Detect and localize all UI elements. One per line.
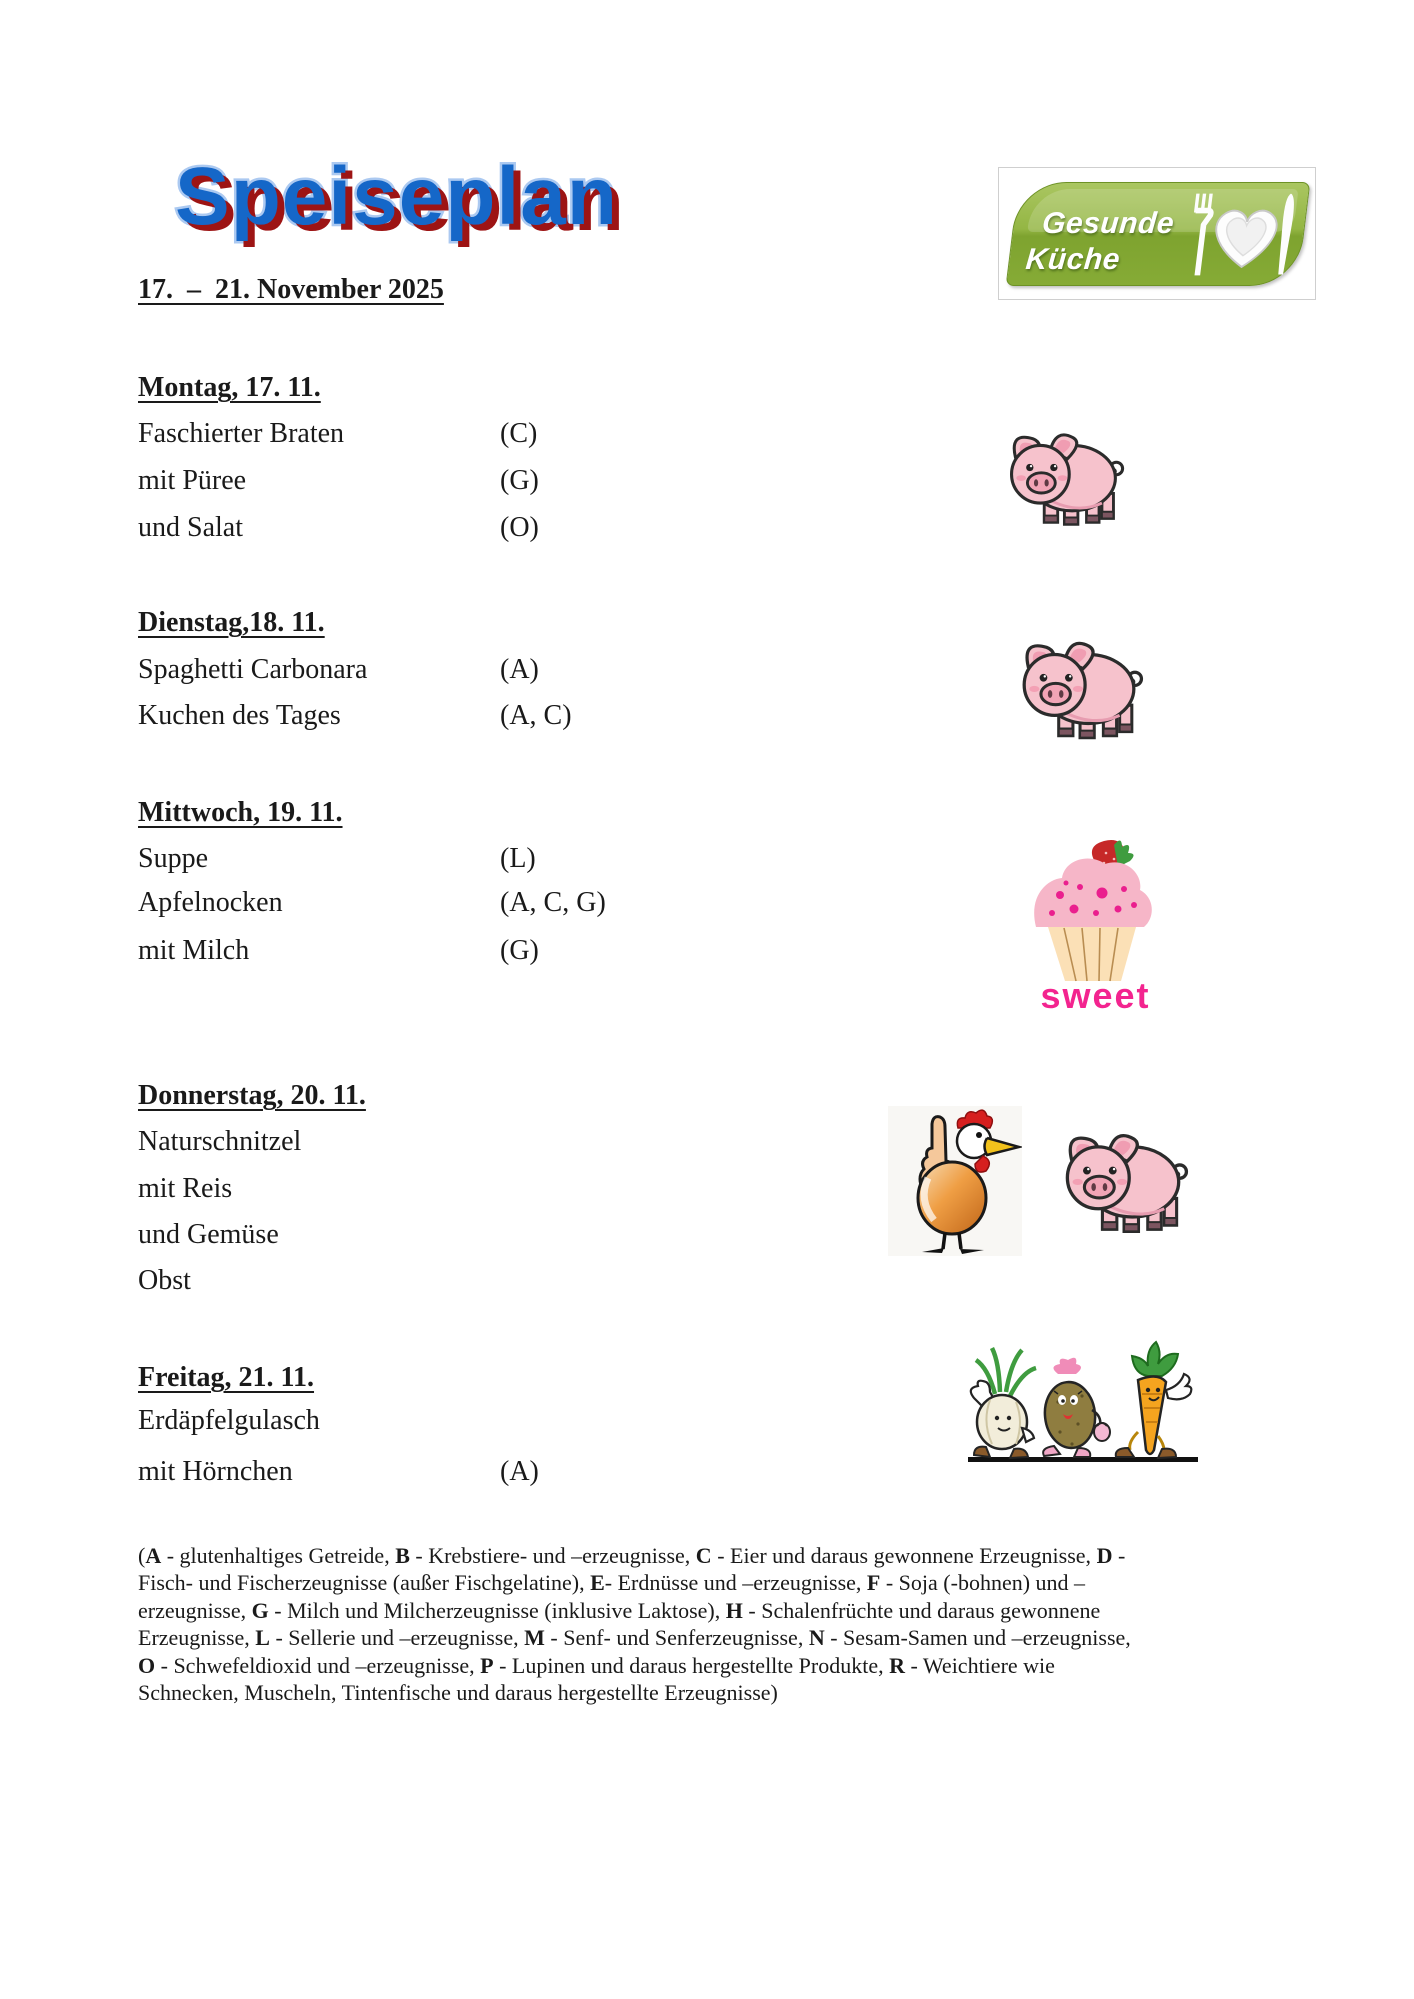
allergen-codes: (L) — [500, 843, 536, 874]
dish-name: Apfelnocken — [138, 887, 283, 918]
allergen-codes: (A, C, G) — [500, 887, 606, 918]
pig-clipart — [1000, 430, 1125, 531]
legend-line: Erzeugnisse, L - Sellerie und –erzeugnisse, M - Senf- und Senferzeugnisse, N - Sesam-Samen und –erzeugnisse, — [138, 1625, 1131, 1651]
pig-clipart — [1055, 1130, 1189, 1239]
dish-name: mit Püree — [138, 465, 247, 496]
dish-name: mit Hörnchen — [138, 1456, 293, 1487]
dish-name: mit Milch — [138, 935, 250, 966]
dish-name: Kuchen des Tages — [138, 700, 341, 731]
dish-name: Spaghetti Carbonara — [138, 654, 368, 685]
menu-row — [138, 1405, 698, 1439]
gesunde-kueche-logo — [998, 167, 1316, 300]
legend-line: Fisch- und Fischerzeugnisse (außer Fischgelatine), E- Erdnüsse und –erzeugnisse, F - Soja (-bohnen) und – — [138, 1570, 1086, 1596]
menu-row — [138, 654, 698, 688]
menu-row — [138, 843, 698, 877]
allergen-codes: (G) — [500, 935, 539, 966]
menu-row — [138, 1456, 698, 1490]
day-header-montag: Montag, 17. 11. — [138, 372, 321, 403]
legend-line: erzeugnisse, G - Milch und Milcherzeugnisse (inklusive Laktose), H - Schalenfrüchte und daraus gewonnene — [138, 1597, 1101, 1623]
menu-row — [138, 887, 698, 921]
menu-row — [138, 700, 698, 734]
legend-line: Schnecken, Muscheln, Tintenfische und daraus hergestellte Erzeugnisse) — [138, 1680, 778, 1706]
dish-name: Faschierter Braten — [138, 418, 345, 449]
sweet-caption: sweet — [1040, 975, 1151, 1016]
logo-word-kueche: Küche — [1024, 243, 1122, 276]
dish-name: und Gemüse — [138, 1219, 279, 1250]
menu-row — [138, 1173, 698, 1207]
allergen-codes: (O) — [500, 512, 539, 543]
legend-line: (A - glutenhaltiges Getreide, B - Krebstiere- und –erzeugnisse, C - Eier und daraus gewonnene Erzeugnisse, D - — [138, 1543, 1126, 1568]
day-header-dienstag: Dienstag,18. 11. — [138, 607, 325, 638]
logo-word-gesunde: Gesunde — [1040, 207, 1176, 240]
dish-name: Erdäpfelgulasch — [138, 1405, 320, 1436]
date-range-heading: 17. – 21. November 2025 — [138, 274, 444, 305]
walking-vegetables-clipart — [962, 1332, 1204, 1468]
day-header-mittwoch: Mittwoch, 19. 11. — [138, 797, 343, 828]
dish-name: Obst — [138, 1265, 191, 1296]
fork-heart-knife-icon — [1175, 188, 1305, 282]
day-header-donnerstag: Donnerstag, 20. 11. — [138, 1080, 366, 1111]
day-header-freitag: Freitag, 21. 11. — [138, 1362, 315, 1393]
menu-row — [138, 512, 698, 546]
rooster-clipart — [888, 1106, 1022, 1256]
dish-name: Naturschnitzel — [138, 1126, 302, 1157]
logo-banner — [1006, 182, 1311, 286]
menu-row — [138, 465, 698, 499]
menu-row — [138, 935, 698, 969]
allergen-codes: (A) — [500, 654, 539, 685]
allergen-codes: (C) — [500, 418, 538, 449]
page-title: Speiseplan — [175, 151, 618, 242]
menu-row — [138, 1126, 698, 1160]
allergen-legend — [138, 1542, 1246, 1706]
legend-line: O - Schwefeldioxid und –erzeugnisse, P - Lupinen und daraus hergestellte Produkte, R - Weichtiere wie — [138, 1652, 1055, 1678]
allergen-codes: (G) — [500, 465, 539, 496]
dish-name: Suppe — [138, 843, 208, 874]
menu-row — [138, 418, 698, 452]
menu-row — [138, 1265, 698, 1299]
dish-name: mit Reis — [138, 1173, 233, 1204]
menu-row — [138, 1219, 698, 1253]
dish-name: und Salat — [138, 512, 243, 543]
cupcake-clipart — [1022, 833, 1162, 983]
allergen-codes: (A, C) — [500, 700, 572, 731]
allergen-codes: (A) — [500, 1456, 539, 1487]
pig-clipart — [1012, 638, 1144, 745]
